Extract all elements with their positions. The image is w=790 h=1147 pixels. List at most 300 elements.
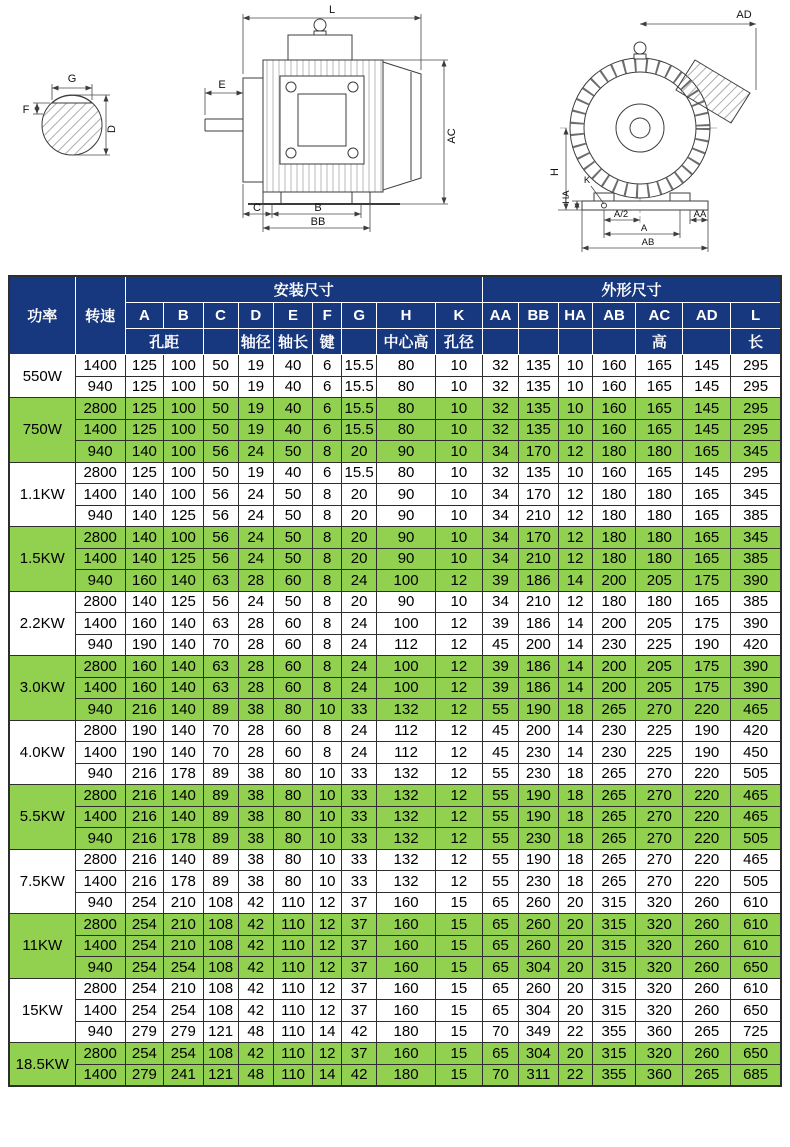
value-cell: 140 xyxy=(125,527,163,549)
subheader-blank xyxy=(683,329,731,355)
value-cell: 50 xyxy=(273,505,312,527)
value-cell: 12 xyxy=(435,656,482,678)
value-cell: 165 xyxy=(683,527,731,549)
speed-cell: 940 xyxy=(75,892,125,914)
value-cell: 90 xyxy=(377,591,436,613)
power-cell: 11KW xyxy=(9,914,75,979)
table-row xyxy=(9,398,781,420)
value-cell: 108 xyxy=(203,914,238,936)
value-cell: 28 xyxy=(238,677,273,699)
value-cell: 349 xyxy=(519,1021,558,1043)
value-cell: 24 xyxy=(342,720,377,742)
value-cell: 60 xyxy=(273,570,312,592)
value-cell: 8 xyxy=(313,484,342,506)
value-cell: 6 xyxy=(313,355,342,377)
value-cell: 200 xyxy=(592,656,636,678)
value-cell: 10 xyxy=(435,355,482,377)
value-cell: 220 xyxy=(683,828,731,850)
value-cell: 89 xyxy=(203,828,238,850)
value-cell: 725 xyxy=(731,1021,781,1043)
value-cell: 254 xyxy=(125,978,163,1000)
value-cell: 160 xyxy=(377,1000,436,1022)
value-cell: 205 xyxy=(636,677,683,699)
value-cell: 230 xyxy=(519,742,558,764)
value-cell: 10 xyxy=(435,441,482,463)
value-cell: 24 xyxy=(238,484,273,506)
value-cell: 12 xyxy=(435,849,482,871)
value-cell: 14 xyxy=(558,613,592,635)
value-cell: 140 xyxy=(125,484,163,506)
value-cell: 24 xyxy=(238,527,273,549)
value-cell: 254 xyxy=(125,914,163,936)
value-cell: 39 xyxy=(482,677,518,699)
value-cell: 320 xyxy=(636,892,683,914)
value-cell: 160 xyxy=(592,419,636,441)
value-cell: 125 xyxy=(125,376,163,398)
value-cell: 225 xyxy=(636,720,683,742)
value-cell: 89 xyxy=(203,871,238,893)
value-cell: 42 xyxy=(238,1043,273,1065)
value-cell: 225 xyxy=(636,742,683,764)
value-cell: 65 xyxy=(482,1000,518,1022)
value-cell: 15 xyxy=(435,914,482,936)
value-cell: 220 xyxy=(683,699,731,721)
value-cell: 15 xyxy=(435,1043,482,1065)
value-cell: 170 xyxy=(519,441,558,463)
table-row xyxy=(9,763,781,785)
value-cell: 10 xyxy=(313,699,342,721)
value-cell: 15.5 xyxy=(342,398,377,420)
value-cell: 38 xyxy=(238,763,273,785)
value-cell: 385 xyxy=(731,505,781,527)
value-cell: 216 xyxy=(125,871,163,893)
value-cell: 90 xyxy=(377,505,436,527)
value-cell: 50 xyxy=(273,591,312,613)
value-cell: 32 xyxy=(482,419,518,441)
table-row xyxy=(9,441,781,463)
value-cell: 14 xyxy=(558,570,592,592)
value-cell: 37 xyxy=(342,1000,377,1022)
value-cell: 186 xyxy=(519,613,558,635)
value-cell: 37 xyxy=(342,1043,377,1065)
value-cell: 63 xyxy=(203,570,238,592)
value-cell: 70 xyxy=(203,634,238,656)
col-header: AD xyxy=(683,303,731,329)
value-cell: 260 xyxy=(683,1043,731,1065)
value-cell: 40 xyxy=(273,376,312,398)
dim-label-c: C xyxy=(253,202,261,214)
speed-cell: 2800 xyxy=(75,978,125,1000)
value-cell: 42 xyxy=(238,892,273,914)
value-cell: 18 xyxy=(558,806,592,828)
value-cell: 186 xyxy=(519,570,558,592)
value-cell: 34 xyxy=(482,548,518,570)
value-cell: 50 xyxy=(203,355,238,377)
value-cell: 260 xyxy=(519,935,558,957)
value-cell: 140 xyxy=(164,849,203,871)
value-cell: 15.5 xyxy=(342,376,377,398)
value-cell: 24 xyxy=(342,742,377,764)
value-cell: 12 xyxy=(435,828,482,850)
subheader-hole-dia: 孔径 xyxy=(435,329,482,355)
value-cell: 295 xyxy=(731,376,781,398)
value-cell: 210 xyxy=(519,505,558,527)
value-cell: 254 xyxy=(164,1000,203,1022)
value-cell: 260 xyxy=(683,957,731,979)
value-cell: 304 xyxy=(519,1043,558,1065)
dim-label-ha: HA xyxy=(561,190,572,204)
value-cell: 70 xyxy=(203,720,238,742)
table-row xyxy=(9,677,781,699)
value-cell: 320 xyxy=(636,1000,683,1022)
value-cell: 8 xyxy=(313,591,342,613)
dim-label-a-half: A/2 xyxy=(613,209,629,220)
value-cell: 33 xyxy=(342,828,377,850)
value-cell: 8 xyxy=(313,634,342,656)
value-cell: 390 xyxy=(731,613,781,635)
table-row xyxy=(9,656,781,678)
value-cell: 20 xyxy=(558,957,592,979)
value-cell: 175 xyxy=(683,570,731,592)
value-cell: 650 xyxy=(731,1043,781,1065)
value-cell: 125 xyxy=(164,591,203,613)
value-cell: 465 xyxy=(731,849,781,871)
value-cell: 39 xyxy=(482,656,518,678)
value-cell: 220 xyxy=(683,785,731,807)
table-row xyxy=(9,978,781,1000)
value-cell: 210 xyxy=(164,892,203,914)
value-cell: 160 xyxy=(377,978,436,1000)
value-cell: 355 xyxy=(592,1021,636,1043)
value-cell: 108 xyxy=(203,935,238,957)
value-cell: 200 xyxy=(592,613,636,635)
value-cell: 140 xyxy=(164,699,203,721)
value-cell: 10 xyxy=(558,376,592,398)
dim-label-d: D xyxy=(106,125,118,133)
value-cell: 220 xyxy=(683,871,731,893)
col-header: E xyxy=(273,303,312,329)
value-cell: 60 xyxy=(273,677,312,699)
value-cell: 216 xyxy=(125,806,163,828)
value-cell: 8 xyxy=(313,505,342,527)
table-row xyxy=(9,699,781,721)
value-cell: 32 xyxy=(482,376,518,398)
value-cell: 270 xyxy=(636,699,683,721)
value-cell: 10 xyxy=(558,355,592,377)
value-cell: 19 xyxy=(238,462,273,484)
dimension-table xyxy=(8,275,782,1087)
table-subheader-row xyxy=(9,329,781,355)
value-cell: 10 xyxy=(435,484,482,506)
value-cell: 132 xyxy=(377,828,436,850)
value-cell: 186 xyxy=(519,656,558,678)
value-cell: 48 xyxy=(238,1064,273,1086)
value-cell: 12 xyxy=(313,978,342,1000)
value-cell: 140 xyxy=(164,656,203,678)
value-cell: 270 xyxy=(636,871,683,893)
value-cell: 165 xyxy=(683,441,731,463)
value-cell: 34 xyxy=(482,591,518,613)
value-cell: 125 xyxy=(125,355,163,377)
value-cell: 108 xyxy=(203,892,238,914)
value-cell: 38 xyxy=(238,785,273,807)
value-cell: 37 xyxy=(342,914,377,936)
value-cell: 270 xyxy=(636,828,683,850)
value-cell: 254 xyxy=(164,1043,203,1065)
value-cell: 15 xyxy=(435,1021,482,1043)
value-cell: 12 xyxy=(558,527,592,549)
value-cell: 140 xyxy=(125,441,163,463)
value-cell: 8 xyxy=(313,720,342,742)
value-cell: 12 xyxy=(435,720,482,742)
value-cell: 178 xyxy=(164,828,203,850)
value-cell: 8 xyxy=(313,656,342,678)
value-cell: 260 xyxy=(683,935,731,957)
value-cell: 260 xyxy=(519,914,558,936)
value-cell: 55 xyxy=(482,699,518,721)
value-cell: 12 xyxy=(435,806,482,828)
value-cell: 360 xyxy=(636,1021,683,1043)
value-cell: 315 xyxy=(592,978,636,1000)
value-cell: 178 xyxy=(164,871,203,893)
value-cell: 12 xyxy=(435,634,482,656)
table-row xyxy=(9,1000,781,1022)
value-cell: 135 xyxy=(519,398,558,420)
value-cell: 132 xyxy=(377,871,436,893)
value-cell: 165 xyxy=(636,355,683,377)
value-cell: 180 xyxy=(636,505,683,527)
value-cell: 180 xyxy=(592,527,636,549)
value-cell: 38 xyxy=(238,699,273,721)
value-cell: 89 xyxy=(203,699,238,721)
value-cell: 108 xyxy=(203,978,238,1000)
value-cell: 33 xyxy=(342,763,377,785)
table-column-header-row xyxy=(9,303,781,329)
speed-cell: 940 xyxy=(75,957,125,979)
table-row xyxy=(9,742,781,764)
value-cell: 12 xyxy=(435,742,482,764)
value-cell: 190 xyxy=(519,785,558,807)
value-cell: 50 xyxy=(203,462,238,484)
value-cell: 89 xyxy=(203,806,238,828)
value-cell: 145 xyxy=(683,462,731,484)
speed-header: 转速 xyxy=(75,276,125,355)
dim-label-b: B xyxy=(314,202,322,214)
value-cell: 170 xyxy=(519,484,558,506)
value-cell: 210 xyxy=(519,591,558,613)
value-cell: 65 xyxy=(482,1043,518,1065)
value-cell: 19 xyxy=(238,419,273,441)
value-cell: 160 xyxy=(377,892,436,914)
value-cell: 8 xyxy=(313,527,342,549)
value-cell: 10 xyxy=(435,505,482,527)
value-cell: 12 xyxy=(435,699,482,721)
value-cell: 265 xyxy=(592,785,636,807)
value-cell: 10 xyxy=(313,828,342,850)
value-cell: 50 xyxy=(273,484,312,506)
value-cell: 465 xyxy=(731,699,781,721)
value-cell: 165 xyxy=(683,484,731,506)
value-cell: 216 xyxy=(125,828,163,850)
value-cell: 230 xyxy=(592,634,636,656)
speed-cell: 2800 xyxy=(75,914,125,936)
table-row xyxy=(9,957,781,979)
value-cell: 170 xyxy=(519,527,558,549)
value-cell: 295 xyxy=(731,462,781,484)
value-cell: 28 xyxy=(238,720,273,742)
value-cell: 260 xyxy=(683,978,731,1000)
value-cell: 22 xyxy=(558,1064,592,1086)
value-cell: 33 xyxy=(342,871,377,893)
col-header: AB xyxy=(592,303,636,329)
value-cell: 70 xyxy=(482,1021,518,1043)
value-cell: 140 xyxy=(164,720,203,742)
value-cell: 315 xyxy=(592,957,636,979)
table-row xyxy=(9,720,781,742)
value-cell: 14 xyxy=(313,1064,342,1086)
speed-cell: 2800 xyxy=(75,462,125,484)
dim-label-aa: AA xyxy=(693,209,707,220)
value-cell: 178 xyxy=(164,763,203,785)
value-cell: 610 xyxy=(731,892,781,914)
value-cell: 465 xyxy=(731,806,781,828)
speed-cell: 940 xyxy=(75,699,125,721)
table-row xyxy=(9,785,781,807)
value-cell: 175 xyxy=(683,677,731,699)
value-cell: 80 xyxy=(273,806,312,828)
speed-cell: 2800 xyxy=(75,398,125,420)
value-cell: 190 xyxy=(125,634,163,656)
table-row xyxy=(9,613,781,635)
value-cell: 160 xyxy=(125,656,163,678)
value-cell: 15 xyxy=(435,935,482,957)
value-cell: 80 xyxy=(377,398,436,420)
value-cell: 160 xyxy=(377,935,436,957)
value-cell: 24 xyxy=(342,613,377,635)
value-cell: 80 xyxy=(377,376,436,398)
value-cell: 110 xyxy=(273,1043,312,1065)
value-cell: 55 xyxy=(482,785,518,807)
value-cell: 8 xyxy=(313,613,342,635)
value-cell: 230 xyxy=(519,871,558,893)
value-cell: 505 xyxy=(731,763,781,785)
value-cell: 8 xyxy=(313,742,342,764)
value-cell: 18 xyxy=(558,828,592,850)
value-cell: 270 xyxy=(636,806,683,828)
value-cell: 216 xyxy=(125,699,163,721)
speed-cell: 2800 xyxy=(75,849,125,871)
value-cell: 140 xyxy=(125,505,163,527)
motor-side-view-diagram xyxy=(205,4,458,232)
value-cell: 100 xyxy=(377,613,436,635)
dim-label-bb: BB xyxy=(310,216,326,228)
table-row xyxy=(9,1064,781,1086)
power-cell: 1.1KW xyxy=(9,462,75,527)
value-cell: 80 xyxy=(273,828,312,850)
value-cell: 220 xyxy=(683,849,731,871)
value-cell: 55 xyxy=(482,806,518,828)
value-cell: 20 xyxy=(342,548,377,570)
value-cell: 260 xyxy=(519,978,558,1000)
value-cell: 24 xyxy=(238,548,273,570)
power-cell: 1.5KW xyxy=(9,527,75,592)
value-cell: 165 xyxy=(636,419,683,441)
value-cell: 145 xyxy=(683,398,731,420)
value-cell: 12 xyxy=(313,957,342,979)
value-cell: 270 xyxy=(636,849,683,871)
value-cell: 254 xyxy=(125,935,163,957)
value-cell: 56 xyxy=(203,548,238,570)
value-cell: 12 xyxy=(313,914,342,936)
value-cell: 34 xyxy=(482,484,518,506)
speed-cell: 940 xyxy=(75,634,125,656)
value-cell: 420 xyxy=(731,634,781,656)
value-cell: 125 xyxy=(125,398,163,420)
value-cell: 311 xyxy=(519,1064,558,1086)
value-cell: 190 xyxy=(519,806,558,828)
value-cell: 279 xyxy=(125,1064,163,1086)
value-cell: 145 xyxy=(683,355,731,377)
value-cell: 24 xyxy=(342,634,377,656)
value-cell: 45 xyxy=(482,634,518,656)
value-cell: 14 xyxy=(558,656,592,678)
value-cell: 100 xyxy=(164,441,203,463)
table-row xyxy=(9,914,781,936)
value-cell: 165 xyxy=(683,505,731,527)
value-cell: 24 xyxy=(342,656,377,678)
value-cell: 160 xyxy=(377,957,436,979)
value-cell: 108 xyxy=(203,1000,238,1022)
value-cell: 180 xyxy=(636,484,683,506)
value-cell: 80 xyxy=(273,763,312,785)
value-cell: 100 xyxy=(377,656,436,678)
value-cell: 12 xyxy=(313,935,342,957)
value-cell: 315 xyxy=(592,935,636,957)
value-cell: 180 xyxy=(592,505,636,527)
value-cell: 56 xyxy=(203,527,238,549)
value-cell: 15.5 xyxy=(342,355,377,377)
value-cell: 265 xyxy=(592,806,636,828)
value-cell: 12 xyxy=(558,505,592,527)
value-cell: 205 xyxy=(636,613,683,635)
value-cell: 32 xyxy=(482,355,518,377)
value-cell: 200 xyxy=(592,677,636,699)
value-cell: 19 xyxy=(238,376,273,398)
value-cell: 108 xyxy=(203,1043,238,1065)
col-header: K xyxy=(435,303,482,329)
value-cell: 50 xyxy=(203,398,238,420)
value-cell: 125 xyxy=(125,419,163,441)
speed-cell: 1400 xyxy=(75,1000,125,1022)
speed-cell: 940 xyxy=(75,505,125,527)
value-cell: 19 xyxy=(238,398,273,420)
value-cell: 42 xyxy=(342,1064,377,1086)
speed-cell: 2800 xyxy=(75,656,125,678)
value-cell: 15 xyxy=(435,1064,482,1086)
value-cell: 37 xyxy=(342,892,377,914)
value-cell: 265 xyxy=(592,871,636,893)
value-cell: 33 xyxy=(342,785,377,807)
dim-label-e: E xyxy=(218,79,226,91)
value-cell: 20 xyxy=(558,1043,592,1065)
value-cell: 15 xyxy=(435,892,482,914)
value-cell: 6 xyxy=(313,376,342,398)
value-cell: 50 xyxy=(273,548,312,570)
table-row xyxy=(9,871,781,893)
value-cell: 70 xyxy=(482,1064,518,1086)
value-cell: 190 xyxy=(683,634,731,656)
value-cell: 20 xyxy=(558,978,592,1000)
